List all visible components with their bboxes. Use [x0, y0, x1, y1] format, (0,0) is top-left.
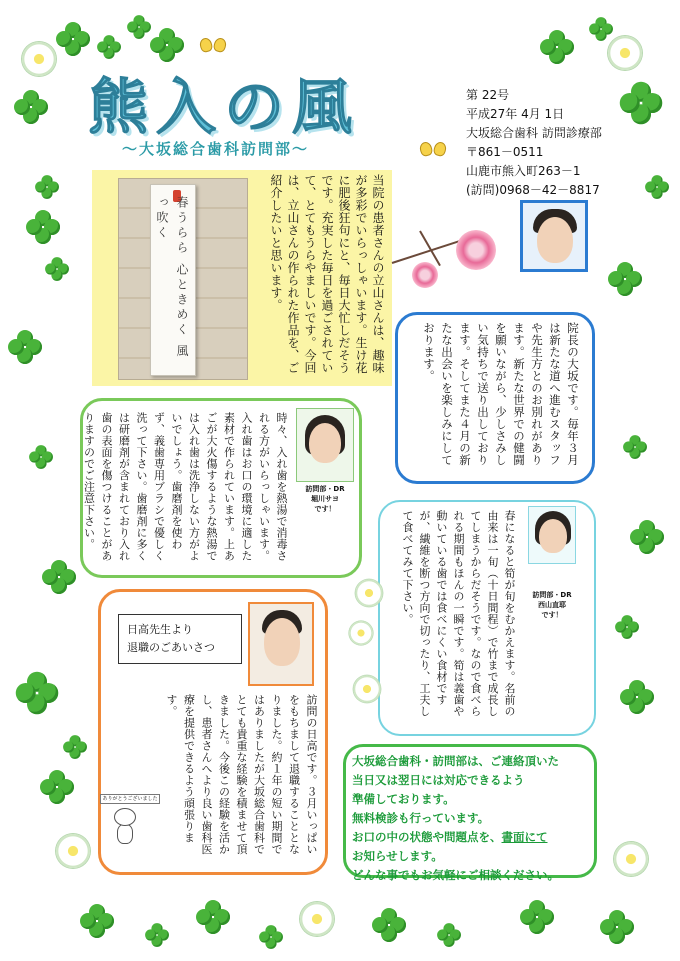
issue-number: 第 22号 [466, 88, 510, 102]
issue-info [466, 86, 602, 200]
dr-horikawa-caption: 訪問部・DR 堀川サヨ です！ [305, 485, 345, 513]
clinic-phone: (訪問)0968－42－8817 [466, 183, 600, 197]
dr-nishiyama-caption: 訪問部・DR 西山直耶 です！ [532, 591, 572, 619]
butterfly-icon [420, 142, 446, 160]
clover-icon [520, 900, 554, 934]
clover-icon [620, 680, 654, 714]
clover-icon [8, 330, 42, 364]
retirement-article-text: 訪問の日高です。３月いっぱいをもちまして退職することとなりました。約１年の短い期間ではありましたが大坂総合歯科でとても貴重な経験を積ませて頂きました。今後この経験を活かし、患者さんへより良い歯科医療を提供できるよう頑張ります。 [165, 694, 318, 855]
blossom-icon [456, 230, 496, 270]
dr-hidaka-photo [248, 602, 314, 686]
clover-icon [29, 445, 53, 469]
clover-icon [630, 520, 664, 554]
clover-icon [589, 17, 613, 41]
daisy-icon [608, 36, 642, 70]
clover-icon [56, 22, 90, 56]
clover-icon [600, 910, 634, 944]
dr-nishiyama-photo [528, 506, 576, 564]
clover-icon [615, 615, 639, 639]
clover-icon [45, 257, 69, 281]
clover-icon [623, 435, 647, 459]
blossom-icon [412, 262, 438, 288]
clover-icon [150, 28, 184, 62]
director-photo [520, 200, 588, 272]
daisy-icon [353, 675, 380, 702]
postal-code: 〒861－0511 [466, 145, 544, 159]
daisy-icon [56, 834, 90, 868]
issue-date: 平成27年 4月 1日 [466, 107, 565, 121]
clover-icon [14, 90, 48, 124]
butterfly-icon [200, 38, 226, 56]
clover-icon [437, 923, 461, 947]
patient-article-text: 当院の患者さんの立山さんは、趣味が多彩でいらっしゃいます。生け花に肥後狂句にと、毎日大忙しだそうです。充実した毎日を過ごされていて、とてもうらやましいです。今回は、立山さんの作られた作品を、ご紹介したいと思います。 [269, 174, 385, 374]
clover-icon [63, 735, 87, 759]
dr-horikawa-photo [296, 408, 354, 482]
bamboo-article-text: 春になると筍が旬をむかえます。名前の由来は一旬（十日間程）で竹まで成長してしまうからだそうです。なので食べられる期間もほんの一瞬です。筍は義歯や動いている歯では食べにくい食材ですが、繊維を断つ方向で切ったり、工夫して食べてみて下さい。 [401, 510, 516, 717]
retirement-heading: 日高先生より 退職のごあいさつ [118, 614, 242, 664]
clover-icon [42, 560, 76, 594]
scroll-poem: 春うらら 心ときめく 風っ吹く [155, 196, 189, 360]
daisy-icon [355, 579, 382, 606]
clover-icon [608, 262, 642, 296]
clover-icon [127, 15, 151, 39]
clinic-address: 山鹿市熊入町263－1 [466, 164, 581, 178]
page-subtitle: ～大坂総合歯科訪問部～ [122, 140, 310, 158]
daisy-icon [22, 42, 56, 76]
clover-icon [620, 82, 663, 125]
cat-thanks-note: ありがとうございました [100, 794, 160, 804]
clover-icon [372, 908, 406, 942]
director-article-text: 院長の大坂です。毎年３月は新たな道へ進むスタッフや先生方とのお別れがあります。新たな世界での健闘を願いながら、少しさみしい気持ちで送り出しております。そしてまた４月の新たな出会いを楽しみにしております。 [422, 322, 580, 466]
clover-icon [540, 30, 574, 64]
page-title: 熊入の風 [88, 73, 360, 143]
cat-icon [110, 802, 140, 846]
daisy-icon [349, 621, 373, 645]
clover-icon [16, 672, 59, 715]
clover-icon [40, 770, 74, 804]
daisy-icon [300, 902, 334, 936]
clover-icon [26, 210, 60, 244]
clover-icon [259, 925, 283, 949]
clinic-name: 大坂総合歯科 訪問診療部 [466, 126, 602, 140]
clover-icon [97, 35, 121, 59]
clover-icon [145, 923, 169, 947]
clover-icon [35, 175, 59, 199]
notice-text: 大坂総合歯科・訪問部は、ご連絡頂いた 当日又は翌日には対応できるよう 準備しております。 無料検診も行っています。 お口の中の状態や問題点を、書面にて お知らせします。 どんな事でもお気軽にご相談ください。 [352, 754, 559, 882]
clover-icon [80, 904, 114, 938]
denture-article-text: 時々、入れ歯を熱湯で消毒される方がいらっしゃいます。入れ歯はお口の環境に適した素材で作られています。上あごが大火傷するような熱湯では入れ歯は洗浄しない方がよいでしょう。歯磨剤を使わず、義歯専用ブラシで優しく洗って下さい。歯磨剤に多くは研磨剤が含まれており入れ歯の表面を傷つけることがありますのでご注意下さい。 [82, 412, 288, 562]
clover-icon [196, 900, 230, 934]
clover-icon [645, 175, 669, 199]
daisy-icon [614, 842, 648, 876]
